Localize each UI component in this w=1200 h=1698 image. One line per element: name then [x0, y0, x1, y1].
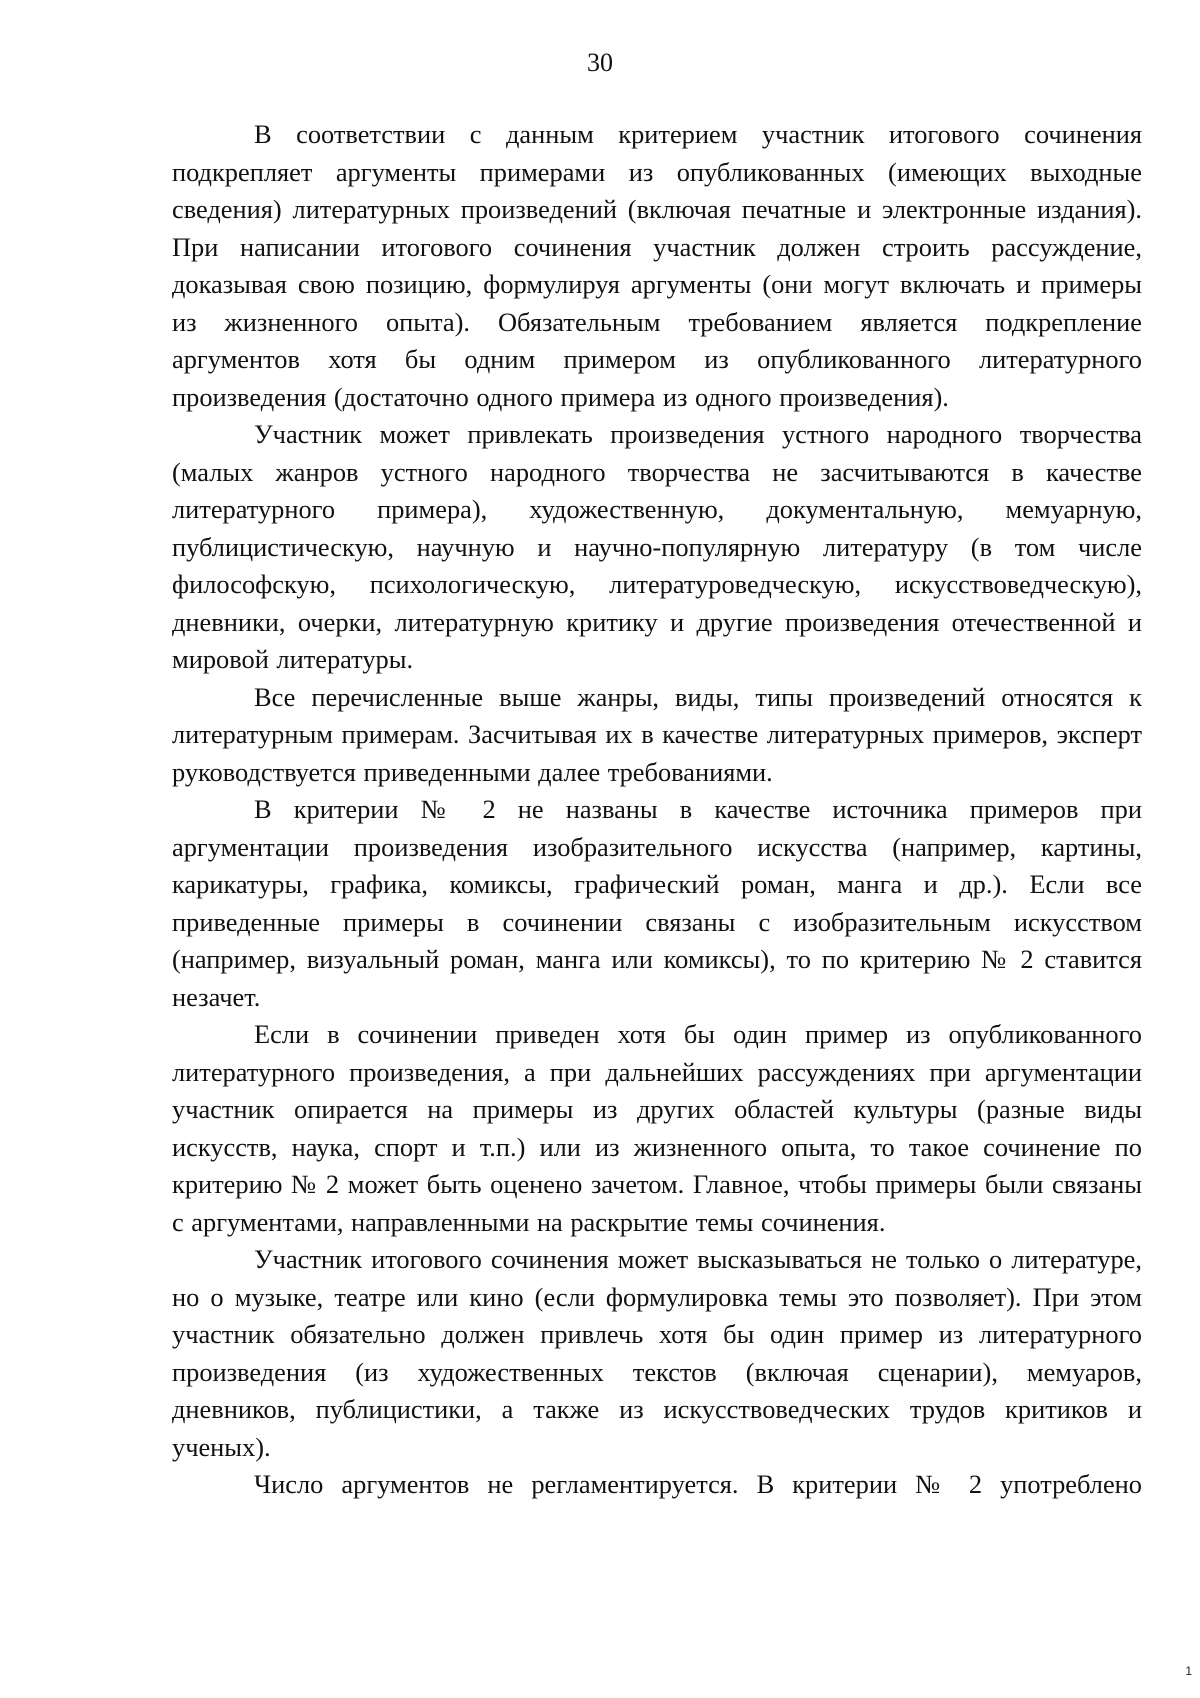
paragraph-visual-arts: В критерии № 2 не названы в качестве источника примеров при аргументации произведения изобразительного искусства (например, картины, карикатуры, графика, комиксы, графический роман, манга и др.). Если все приведенные примеры в сочинении связаны с изобразительным искусством (например, визуальный роман, манга или комиксы), то по критерию № 2 ставится незачет. — [172, 794, 1142, 1012]
paragraph-literary-examples: Все перечисленные выше жанры, виды, типы произведений относятся к литературным примерам. Засчитывая их в качестве литературных примеров, эксперт руководствуется приведенными далее требованиями. — [172, 681, 1142, 787]
paragraph-music-theatre-cinema: Участник итогового сочинения может высказываться не только о литературе, но о музыке, театре или кино (если формулировка темы это позволяет). При этом участник обязательно должен привлечь хотя бы один пример из литературного произведения (из художественных текстов (включая сценарии), мемуаров, дневников, публицистики, а также из искусствоведческих трудов критиков и ученых). — [172, 1244, 1142, 1462]
paragraph-other-culture-areas: Если в сочинении приведен хотя бы один пример из опубликованного литературного произведения, а при дальнейших рассуждениях при аргументации участник опирается на примеры из других областей культуры (разные виды искусств, наука, спорт и т.п.) или из жизненного опыта, то такое сочинение по критерию № 2 может быть оценено зачетом. Главное, чтобы примеры были связаны с аргументами, направленными на раскрытие темы сочинения. — [172, 1019, 1142, 1237]
page-number: 30 — [587, 48, 613, 77]
paragraph-criterion-examples: В соответствии с данным критерием участник итогового сочинения подкрепляет аргументы примерами из опубликованных (имеющих выходные сведения) литературных произведений (включая печатные и электронные издания). При написании итогового сочинения участник должен строить рассуждение, доказывая свою позицию, формулируя аргументы (они могут включать и примеры из жизненного опыта). Обязательным требованием является подкрепление аргументов хотя бы одним примером из опубликованного литературного произведения (достаточно одного примера из одного произведения). — [172, 119, 1142, 412]
document-body — [172, 116, 1142, 1504]
margin-mark: 1 — [1185, 1664, 1192, 1678]
paragraph-allowed-genres: Участник может привлекать произведения устного народного творчества (малых жанров устного народного творчества не засчитываются в качестве литературного примера), художественную, документальную, мемуарную, публицистическую, научную и научно-популярную литературу (в том числе философскую, психологическую, литературоведческую, искусствоведческую), дневники, очерки, литературную критику и другие произведения отечественной и мировой литературы. — [172, 419, 1142, 674]
paragraph-argument-count: Число аргументов не регламентируется. В критерии № 2 употреблено — [254, 1469, 1142, 1499]
